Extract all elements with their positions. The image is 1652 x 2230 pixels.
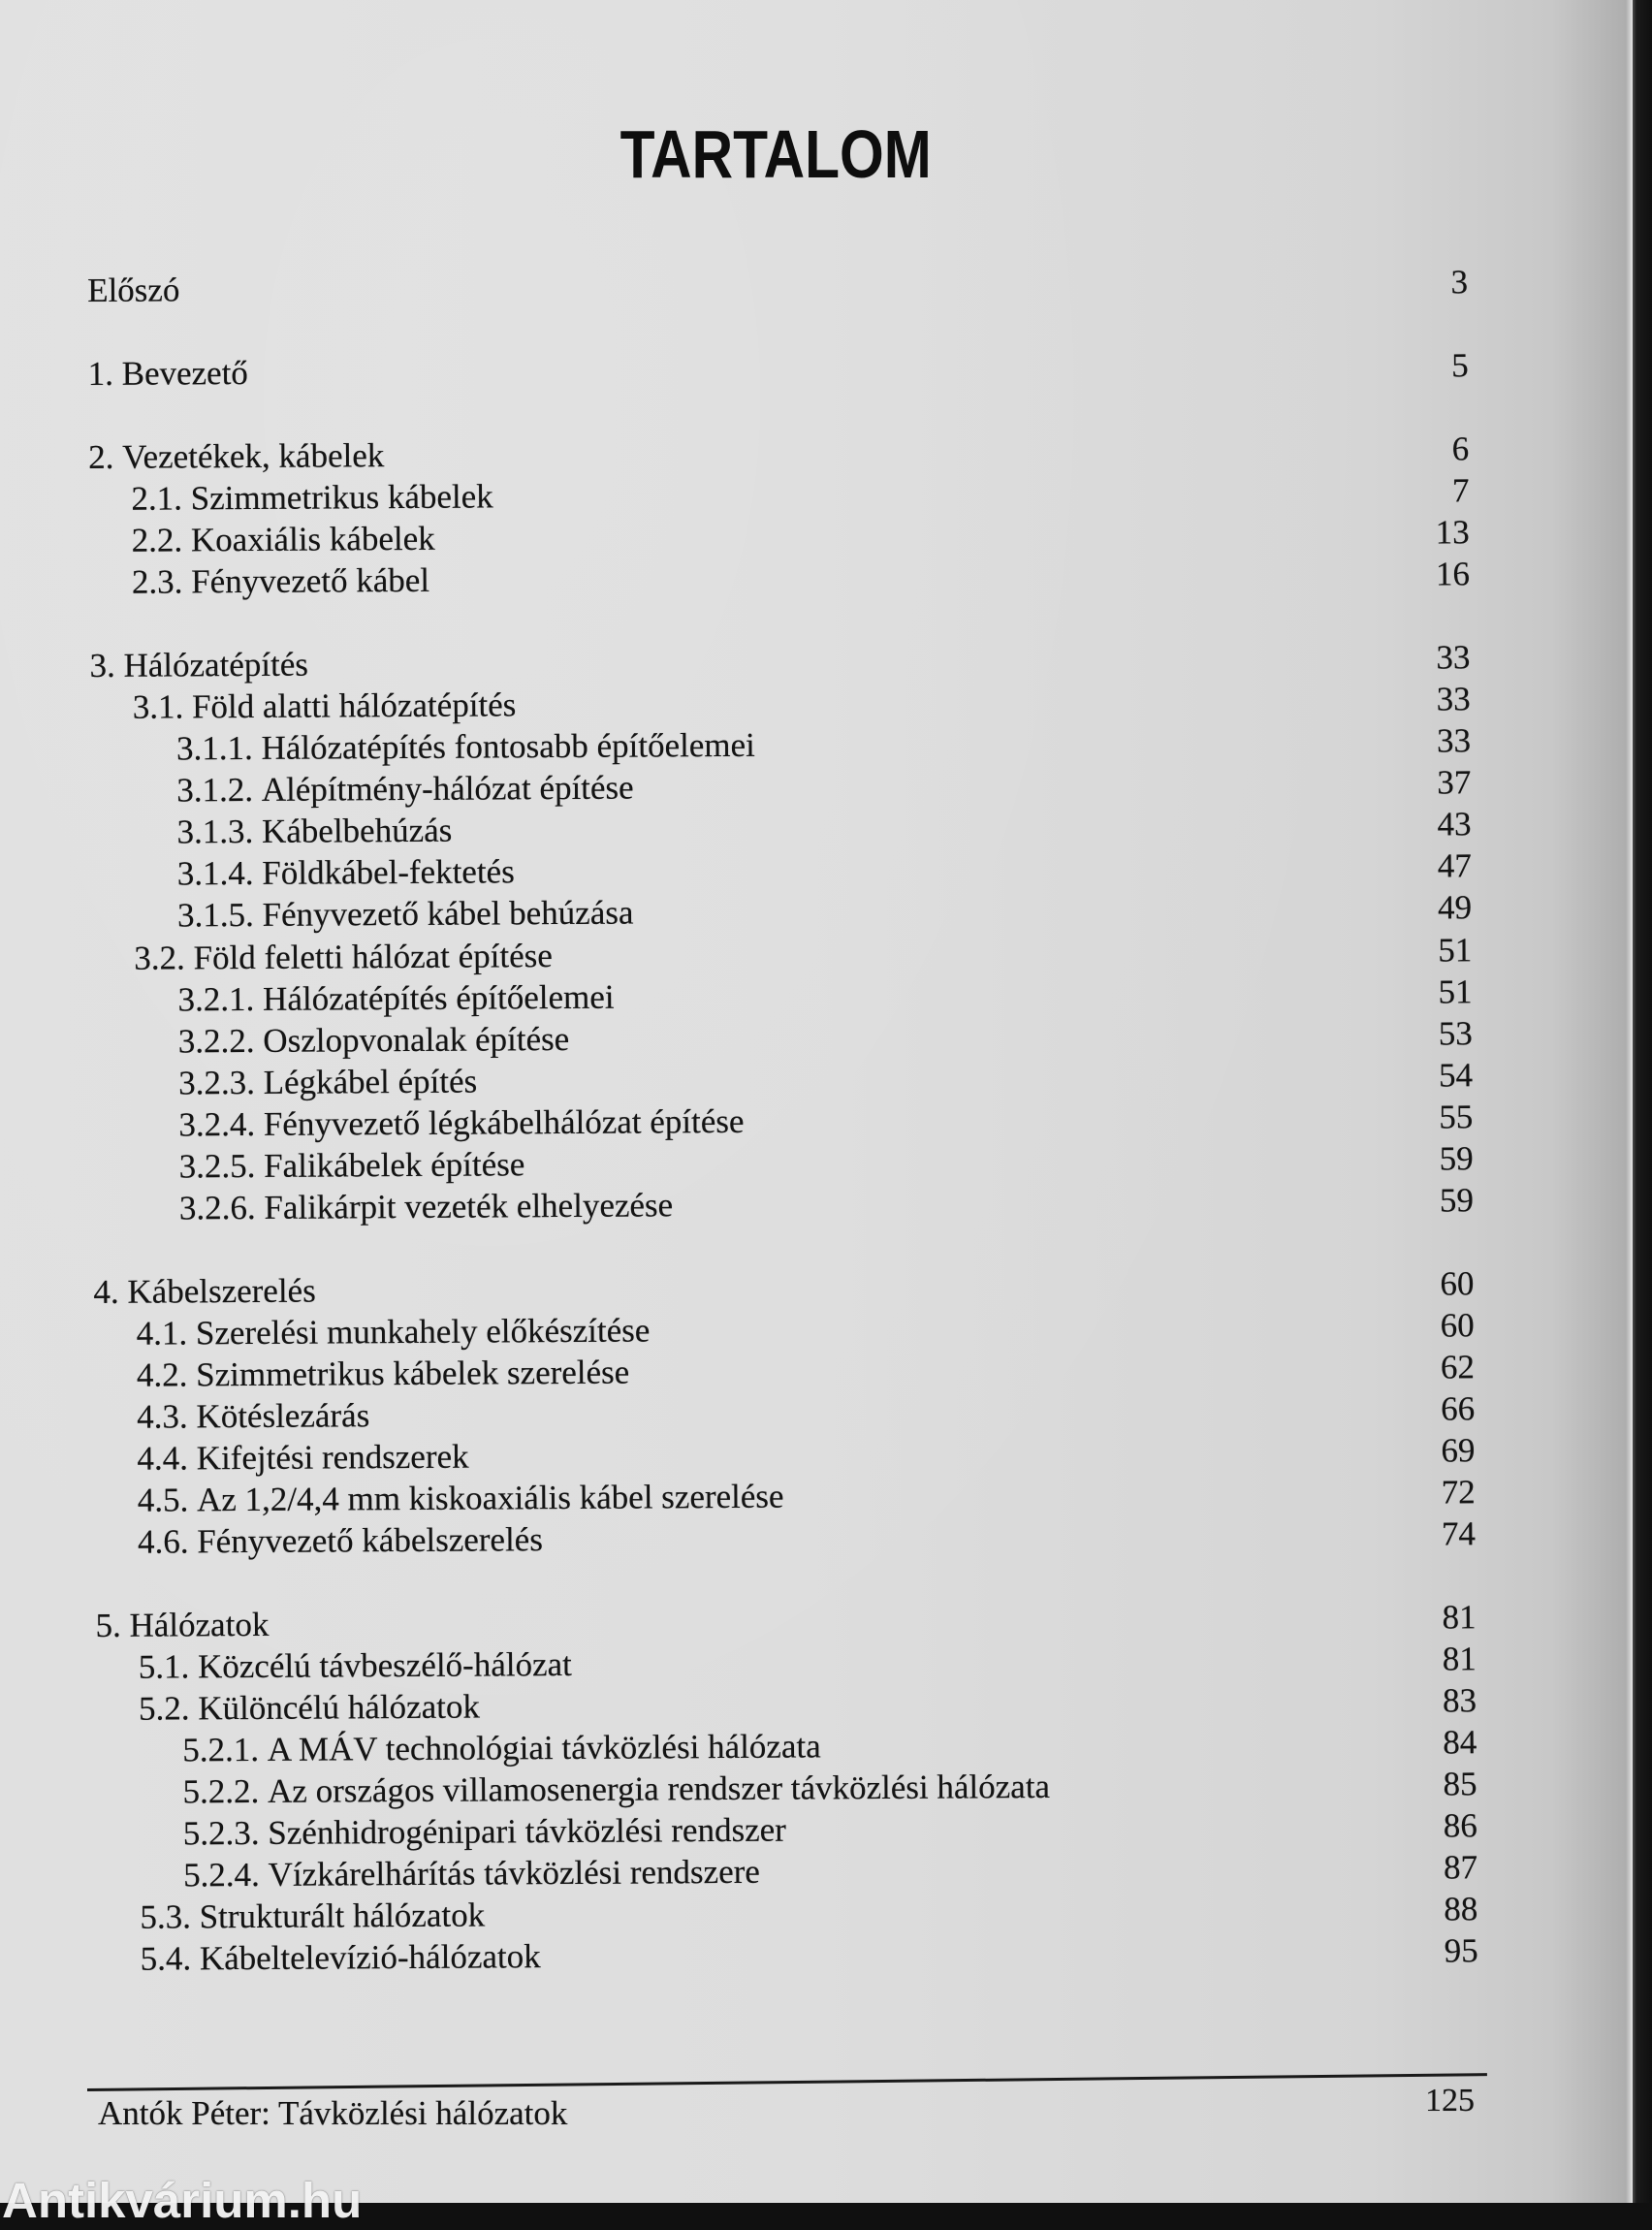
toc-entry-number: 4.2. — [136, 1355, 188, 1394]
toc-section — [87, 261, 1468, 311]
toc-entry-page-number: 60 — [1440, 1306, 1475, 1345]
watermark — [0, 2173, 407, 2228]
toc-entry-page-number: 84 — [1443, 1723, 1477, 1762]
footer-page-number: 125 — [1425, 2083, 1475, 2118]
toc-entry-page-number: 72 — [1441, 1473, 1476, 1512]
toc-entry-number: 3.2.2. — [177, 1021, 255, 1061]
toc-entry-page-number: 59 — [1439, 1180, 1475, 1220]
toc-entry-number: 5.1. — [138, 1647, 190, 1686]
toc-entry-title: A MÁV technológiai távközlési hálózata — [267, 1727, 821, 1768]
toc-entry-page-number: 49 — [1437, 888, 1473, 927]
toc-entry-title: Az 1,2/4,4 mm kiskoaxiális kábel szerelése — [196, 1477, 784, 1519]
toc-entry-page-number: 33 — [1436, 721, 1472, 760]
page-edge — [1633, 0, 1652, 2203]
toc-entry — [89, 554, 1470, 604]
toc-entry — [88, 344, 1469, 395]
toc-entry-title: Alépítmény-hálózat építése — [261, 768, 634, 810]
toc-entry-page-number: 88 — [1444, 1890, 1478, 1928]
toc-entry-page-number: 69 — [1441, 1431, 1476, 1470]
toc-entry-number: 5. — [95, 1606, 121, 1644]
page-title: TARTALOM — [620, 116, 932, 192]
toc-section — [89, 637, 1474, 1229]
toc-entry-number: 3.2.1. — [177, 979, 255, 1018]
toc-entry-title: Vízkárelhárítás távközlési rendszere — [268, 1852, 760, 1895]
toc-entry-title: Kábelszerelés — [127, 1271, 316, 1311]
toc-entry-page-number: 74 — [1441, 1514, 1477, 1553]
toc-entry-title: Föld feletti hálózat építése — [193, 936, 553, 976]
toc-section — [88, 428, 1470, 603]
toc-entry-number: 3.1. — [132, 687, 184, 727]
toc-entry-title: Szimmetrikus kábelek szerelése — [196, 1353, 630, 1394]
toc-entry-page-number: 6 — [1451, 430, 1470, 468]
toc-entry-number: 2. — [88, 437, 114, 477]
toc-entry-page-number: 37 — [1437, 763, 1472, 802]
toc-entry-number: 5.2.1. — [182, 1731, 260, 1769]
toc-entry-title: Szerelési munkahely előkészítése — [195, 1311, 651, 1353]
toc-entry-page-number: 54 — [1438, 1055, 1474, 1095]
toc-entry-number: 4.5. — [137, 1481, 189, 1519]
toc-entry-number: 3.2. — [134, 938, 185, 977]
toc-entry-title: Légkábel építés — [263, 1062, 478, 1101]
toc-entry-page-number: 51 — [1438, 930, 1473, 970]
toc-entry-number: 5.2.2. — [182, 1772, 260, 1811]
toc-entry-page-number: 7 — [1451, 471, 1470, 510]
toc-entry-page-number: 47 — [1437, 846, 1472, 885]
toc-entry-number: 3.1.5. — [176, 896, 254, 935]
toc-entry-page-number: 86 — [1443, 1806, 1477, 1845]
toc-entry-number: 3.2.4. — [178, 1104, 256, 1144]
toc-entry-title: Különcélú hálózatok — [198, 1687, 481, 1728]
toc-entry-title: Fényvezető kábel — [191, 561, 430, 601]
toc-entry-title: Hálózatépítés építőelemei — [262, 977, 615, 1018]
toc-entry-page-number: 16 — [1435, 555, 1471, 593]
toc-entry-number: 2.1. — [131, 479, 183, 518]
toc-entry-title: Koaxiális kábelek — [190, 520, 435, 559]
toc-entry-page-number: 43 — [1437, 805, 1472, 844]
page-title-wrap — [0, 115, 1551, 193]
toc-entry — [87, 261, 1468, 311]
toc-entry-page-number: 55 — [1439, 1097, 1474, 1136]
toc-entry-number: 4.1. — [136, 1314, 188, 1353]
toc-entry-page-number: 59 — [1439, 1138, 1474, 1178]
footer-rule — [87, 2073, 1487, 2090]
toc-entry-title: Oszlopvonalak építése — [263, 1019, 570, 1060]
toc-entry-title: Szimmetrikus kábelek — [190, 477, 493, 518]
table-of-contents — [87, 261, 1478, 1980]
toc-entry-title: Közcélú távbeszélő-hálózat — [197, 1645, 572, 1686]
toc-entry-title: Falikárpit vezeték elhelyezése — [264, 1186, 674, 1226]
toc-section — [88, 344, 1469, 395]
toc-entry-number: 3. — [89, 647, 115, 685]
watermark-text: Antikvárium.hu — [2, 2173, 363, 2228]
toc-entry-number: 3.2.5. — [178, 1146, 256, 1186]
toc-entry-page-number: 33 — [1436, 638, 1471, 677]
toc-entry-title: Kábeltelevízió-hálózatok — [199, 1937, 541, 1978]
toc-entry-title: Előszó — [87, 271, 180, 309]
toc-entry-page-number: 85 — [1443, 1765, 1477, 1803]
toc-entry-title: Szénhidrogénipari távközlési rendszer — [268, 1810, 786, 1853]
toc-entry-page-number: 62 — [1440, 1348, 1476, 1386]
toc-entry-page-number: 81 — [1442, 1598, 1477, 1637]
toc-entry-title: Hálózatépítés — [123, 645, 309, 685]
toc-entry-title: Földkábel-fektetés — [262, 852, 515, 893]
toc-entry-number: 4.4. — [137, 1439, 189, 1478]
toc-entry-number: 2.3. — [131, 562, 183, 601]
toc-entry-title: Fényvezető kábelszerelés — [197, 1520, 544, 1561]
toc-entry-title: Kábelbehúzás — [261, 812, 453, 851]
toc-entry-page-number: 95 — [1444, 1931, 1478, 1970]
toc-entry-number: 5.2. — [138, 1689, 190, 1728]
toc-entry-number: 2.2. — [131, 521, 183, 559]
toc-entry-title: Kifejtési rendszerek — [196, 1437, 469, 1478]
toc-entry-number: 4.6. — [137, 1522, 189, 1561]
toc-entry-title: Kötéslezárás — [196, 1396, 370, 1436]
toc-entry-page-number: 87 — [1443, 1848, 1478, 1887]
toc-entry — [95, 1513, 1476, 1563]
toc-section — [93, 1262, 1476, 1563]
toc-entry — [93, 1179, 1474, 1229]
toc-entry-title: Falikábelek építése — [264, 1144, 525, 1185]
toc-entry-title: Strukturált hálózatok — [199, 1896, 486, 1936]
toc-entry-title: Fényvezető kábel behúzása — [262, 894, 634, 935]
toc-entry-number: 3.1.2. — [176, 771, 254, 810]
toc-entry-page-number: 5 — [1451, 346, 1469, 385]
toc-entry-number: 3.1.1. — [175, 729, 253, 768]
toc-entry-page-number: 53 — [1438, 1013, 1473, 1053]
toc-entry-page-number: 83 — [1442, 1681, 1477, 1720]
toc-entry-number: 4.3. — [137, 1397, 188, 1436]
toc-section — [95, 1596, 1477, 1980]
footer-author-title: Antók Péter: Távközlési hálózatok — [98, 2094, 568, 2132]
toc-entry-number: 5.4. — [140, 1939, 192, 1978]
toc-entry-title: Hálózatok — [129, 1605, 270, 1644]
toc-entry-page-number: 33 — [1436, 680, 1471, 718]
toc-entry-page-number: 66 — [1441, 1389, 1476, 1428]
toc-entry-number: 3.2.6. — [178, 1188, 256, 1227]
toc-entry-page-number: 13 — [1435, 513, 1470, 552]
toc-entry-number: 5.2.4. — [182, 1856, 260, 1895]
toc-entry — [98, 1930, 1478, 1981]
toc-entry-title: Fényvezető légkábelhálózat építése — [263, 1101, 745, 1143]
toc-entry-number: 1. — [87, 354, 114, 394]
toc-entry-title: Föld alatti hálózatépítés — [191, 685, 517, 726]
toc-entry-number: 5.3. — [140, 1897, 192, 1936]
toc-entry-number: 5.2.3. — [182, 1814, 260, 1853]
toc-entry-number: 3.1.3. — [176, 812, 254, 851]
toc-entry-number: 3.2.3. — [178, 1063, 255, 1102]
toc-entry-title: Vezetékek, kábelek — [122, 436, 385, 476]
toc-entry-number: 3.1.4. — [176, 854, 254, 893]
toc-entry-title: Az országos villamosenergia rendszer távközlési hálózata — [267, 1768, 1051, 1811]
toc-entry-page-number: 60 — [1440, 1264, 1475, 1303]
toc-entry-page-number: 81 — [1442, 1640, 1477, 1678]
toc-entry-page-number: 51 — [1438, 972, 1473, 1011]
toc-entry-title: Hálózatépítés fontosabb építőelemei — [261, 726, 755, 768]
toc-entry-page-number: 3 — [1450, 263, 1469, 302]
toc-entry-title: Bevezető — [121, 354, 248, 393]
toc-entry-number: 4. — [93, 1272, 119, 1311]
